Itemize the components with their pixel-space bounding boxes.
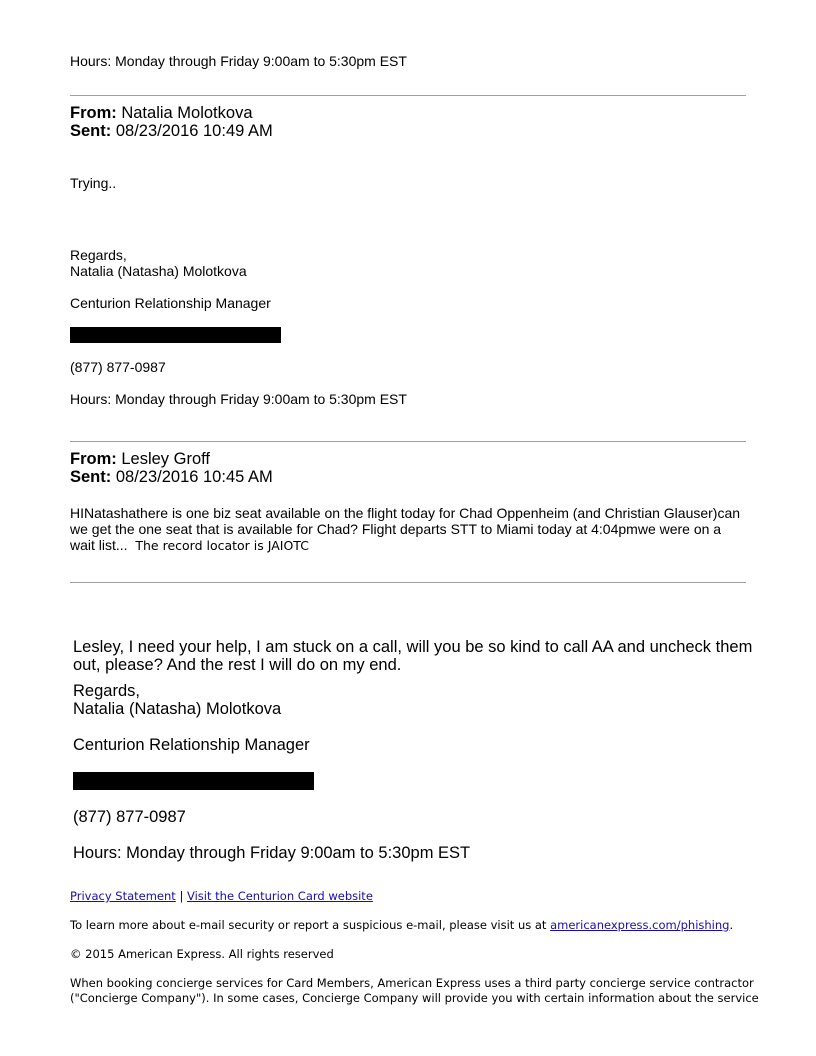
email2-phone: (877) 877-0987 [70, 359, 166, 375]
email2-hours: Hours: Monday through Friday 9:00am to 5:30pm EST [70, 391, 407, 407]
redaction-bar [73, 772, 314, 790]
security-notice [70, 918, 733, 933]
security-text: To learn more about e-mail security or report a suspicious e-mail, please visit us at [70, 918, 551, 932]
hours-text-1: Hours: Monday through Friday 9:00am to 5:30pm EST [70, 53, 407, 69]
concierge-text-line-2: ("Concierge Company"). In some cases, Concierge Company will provide you with certain information about the service [70, 991, 759, 1005]
separator-line-2 [70, 441, 746, 442]
from-label: From: [70, 450, 117, 468]
email3-body-line-2: we get the one seat that is available for Chad? Flight departs STT to Miami today at 4:04pmwe were on a [70, 521, 722, 537]
footer-links [70, 889, 373, 904]
concierge-text-line-1: When booking concierge services for Card Members, American Express uses a third party concierge service contractor [70, 976, 754, 990]
from-name: Natalia Molotkova [121, 104, 253, 122]
email3-from-line [70, 450, 210, 468]
sent-label: Sent: [70, 468, 112, 486]
reply-body-line-2: out, please? And the rest I will do on my end. [73, 656, 402, 674]
separator-line-1 [70, 95, 746, 96]
reply-hours: Hours: Monday through Friday 9:00am to 5:30pm EST [73, 844, 471, 862]
sent-label: Sent: [70, 122, 112, 140]
redaction-bar [70, 327, 281, 343]
centurion-website-link[interactable]: Visit the Centurion Card website [187, 889, 373, 903]
copyright-text: © 2015 American Express. All rights reserved [70, 947, 334, 961]
email3-body-line-3a: wait list... [70, 537, 136, 553]
reply-regards: Regards, [73, 682, 140, 700]
footer-separator: | [179, 889, 184, 903]
email2-body: Trying.. [70, 175, 117, 191]
email3-body-line-3 [70, 537, 309, 554]
reply-signature-title: Centurion Relationship Manager [73, 736, 310, 754]
email2-signature-title: Centurion Relationship Manager [70, 295, 271, 311]
from-name: Lesley Groff [121, 450, 210, 468]
email3-body-line-1: HINatashathere is one biz seat available on the flight today for Chad Oppenheim (and Christian Glauser)can [70, 505, 741, 521]
email2-sent-line [70, 122, 273, 140]
reply-signature-name: Natalia (Natasha) Molotkova [73, 700, 282, 718]
separator-line-3 [70, 582, 746, 583]
email2-regards: Regards, [70, 247, 127, 263]
security-end: . [729, 918, 734, 932]
privacy-statement-link[interactable]: Privacy Statement [70, 889, 176, 903]
email3-sent-line [70, 468, 273, 486]
phishing-link[interactable]: americanexpress.com/phishing [550, 918, 730, 932]
sent-value: 08/23/2016 10:45 AM [115, 468, 273, 486]
email3-record-locator: The record locator is JAIOTC [135, 538, 309, 553]
reply-phone: (877) 877-0987 [73, 808, 186, 826]
from-label: From: [70, 104, 117, 122]
reply-body-line-1: Lesley, I need your help, I am stuck on a call, will you be so kind to call AA and uncheck them [73, 638, 753, 656]
sent-value: 08/23/2016 10:49 AM [115, 122, 273, 140]
email2-signature-name: Natalia (Natasha) Molotkova [70, 263, 247, 279]
email2-from-line [70, 104, 253, 122]
